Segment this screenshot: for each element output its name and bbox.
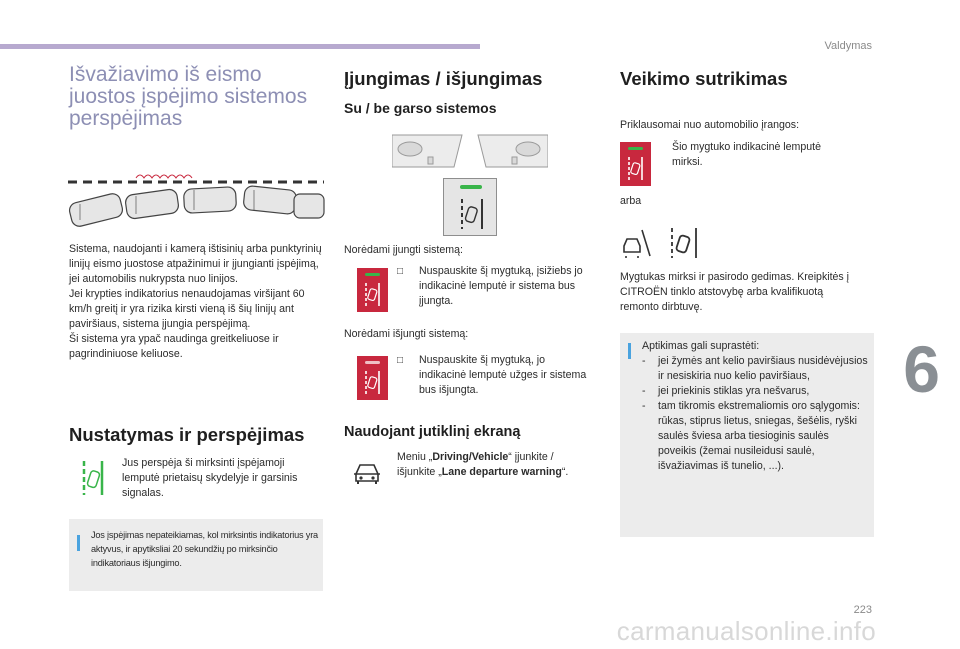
disable-label: Norėdami išjungti sistemą: xyxy=(344,328,469,340)
audio-subheading: Su / be garso sistemos xyxy=(344,100,497,116)
list-item: - jei žymės ant kelio paviršiaus nusidėvėjusios ir nesiskiria nuo kelio paviršiaus, xyxy=(642,355,868,382)
settings-text: Jus perspėja ši mirksinti įspėjamoji lemputė prietaisų skydelyje ir garsinis signalas. xyxy=(122,457,298,499)
touch-text-mid: “ įjunkite / išjunkite „ xyxy=(397,451,554,478)
equipment-intro: Priklausomai nuo automobilio įrangos: xyxy=(620,119,800,131)
note-box-left xyxy=(69,519,323,591)
section-title: Valdymas xyxy=(824,40,872,52)
menu-name: Driving/Vehicle xyxy=(432,451,509,463)
lane-button-panel[interactable] xyxy=(443,178,497,236)
note-box-right xyxy=(620,333,874,537)
note-intro: Aptikimas gali suprastėti: xyxy=(642,340,760,352)
touch-text-post: “. xyxy=(561,466,569,478)
touch-text-pre: Meniu „ xyxy=(397,451,433,463)
lane-departure-illustration xyxy=(66,168,328,228)
header-bar xyxy=(0,44,480,49)
steering-wheel-illustration xyxy=(392,133,548,169)
lane-button-icon xyxy=(444,179,498,237)
bullet-marker: □ xyxy=(397,266,404,277)
chapter-number: 6 xyxy=(903,332,940,406)
note-bar xyxy=(628,343,631,359)
page-number: 223 xyxy=(853,604,872,616)
page-title: Išvažiavimo iš eismo juostos įspėjimo sistemos perspėjimas xyxy=(69,63,308,130)
detection-conditions-list xyxy=(642,354,868,474)
list-item: - jei priekinis stiklas yra nešvarus, xyxy=(642,385,810,397)
intro-text: Sistema, naudojanti i kamerą ištisinių arba punktyrinių linijų eismo juostose atpažinimui ir įjungianti įspėjimą, jei automobilis nukrypsta nuo linijos. Jei krypties indikatorius nenaudojamas viršijant 60 km/h greitį ir yra rizika kirsti vieną iš šių linijų ant paviršiaus, sistema įjungia perspėjimą. Ši sistema yra ypač naudinga greitkeliuose ir pagrindiniuose keliuose. xyxy=(69,243,322,360)
malfunction-heading: Veikimo sutrikimas xyxy=(620,68,788,89)
setting-name: Lane departure warning xyxy=(441,466,562,478)
list-item: - tam tikromis ekstremaliomis oro sąlygomis: rūkas, stiprus lietus, sniegas, šešėlis, ryški saulės šviesa arba tiesioginis saulės poveikis (žemai nusileidusi saulė, išvažiavimas iš tunelio, ...). xyxy=(642,400,860,472)
or-text: arba xyxy=(620,195,642,207)
lane-warning-icon xyxy=(80,459,106,497)
flash-text: Šio mygtuko indikacinė lemputė mirksi. xyxy=(672,141,821,168)
enable-instruction: Nuspauskite šį mygtuką, įsižiebs jo indikacinė lemputė ir sistema bus įjungta. xyxy=(419,265,583,307)
settings-heading: Nustatymas ir perspėjimas xyxy=(69,424,305,445)
note-text-left: Jos įspėjimas nepateikiamas, kol mirksintis indikatorius yra aktyvus, ir apytiksliai 20 sekundžių po mirksinčio indikatoriaus išjungimo. xyxy=(91,530,318,568)
touchscreen-heading: Naudojant jutiklinį ekraną xyxy=(344,424,521,440)
lane-button-flashing-icon xyxy=(620,142,651,186)
fault-text: Mygtukas mirksi ir pasirodo gedimas. Kreipkitės į CITROËN tinklo atstovybę arba kvalifikuotą remonto dirbtuvę. xyxy=(620,271,850,313)
enable-label: Norėdami įjungti sistemą: xyxy=(344,244,463,256)
watermark: carmanualsonline.info xyxy=(616,616,876,646)
fault-warning-icons xyxy=(620,226,704,260)
disable-instruction: Nuspauskite šį mygtuką, jo indikacinė lemputė užges ir sistema bus išjungta. xyxy=(419,354,587,396)
lane-button-off-icon xyxy=(357,356,388,400)
activation-heading: Įjungimas / išjungimas xyxy=(344,68,543,89)
lane-button-on-icon xyxy=(357,268,388,312)
touchscreen-instruction xyxy=(397,450,579,480)
note-bar xyxy=(77,535,80,551)
bullet-marker: □ xyxy=(397,355,404,366)
car-settings-icon xyxy=(352,460,382,486)
